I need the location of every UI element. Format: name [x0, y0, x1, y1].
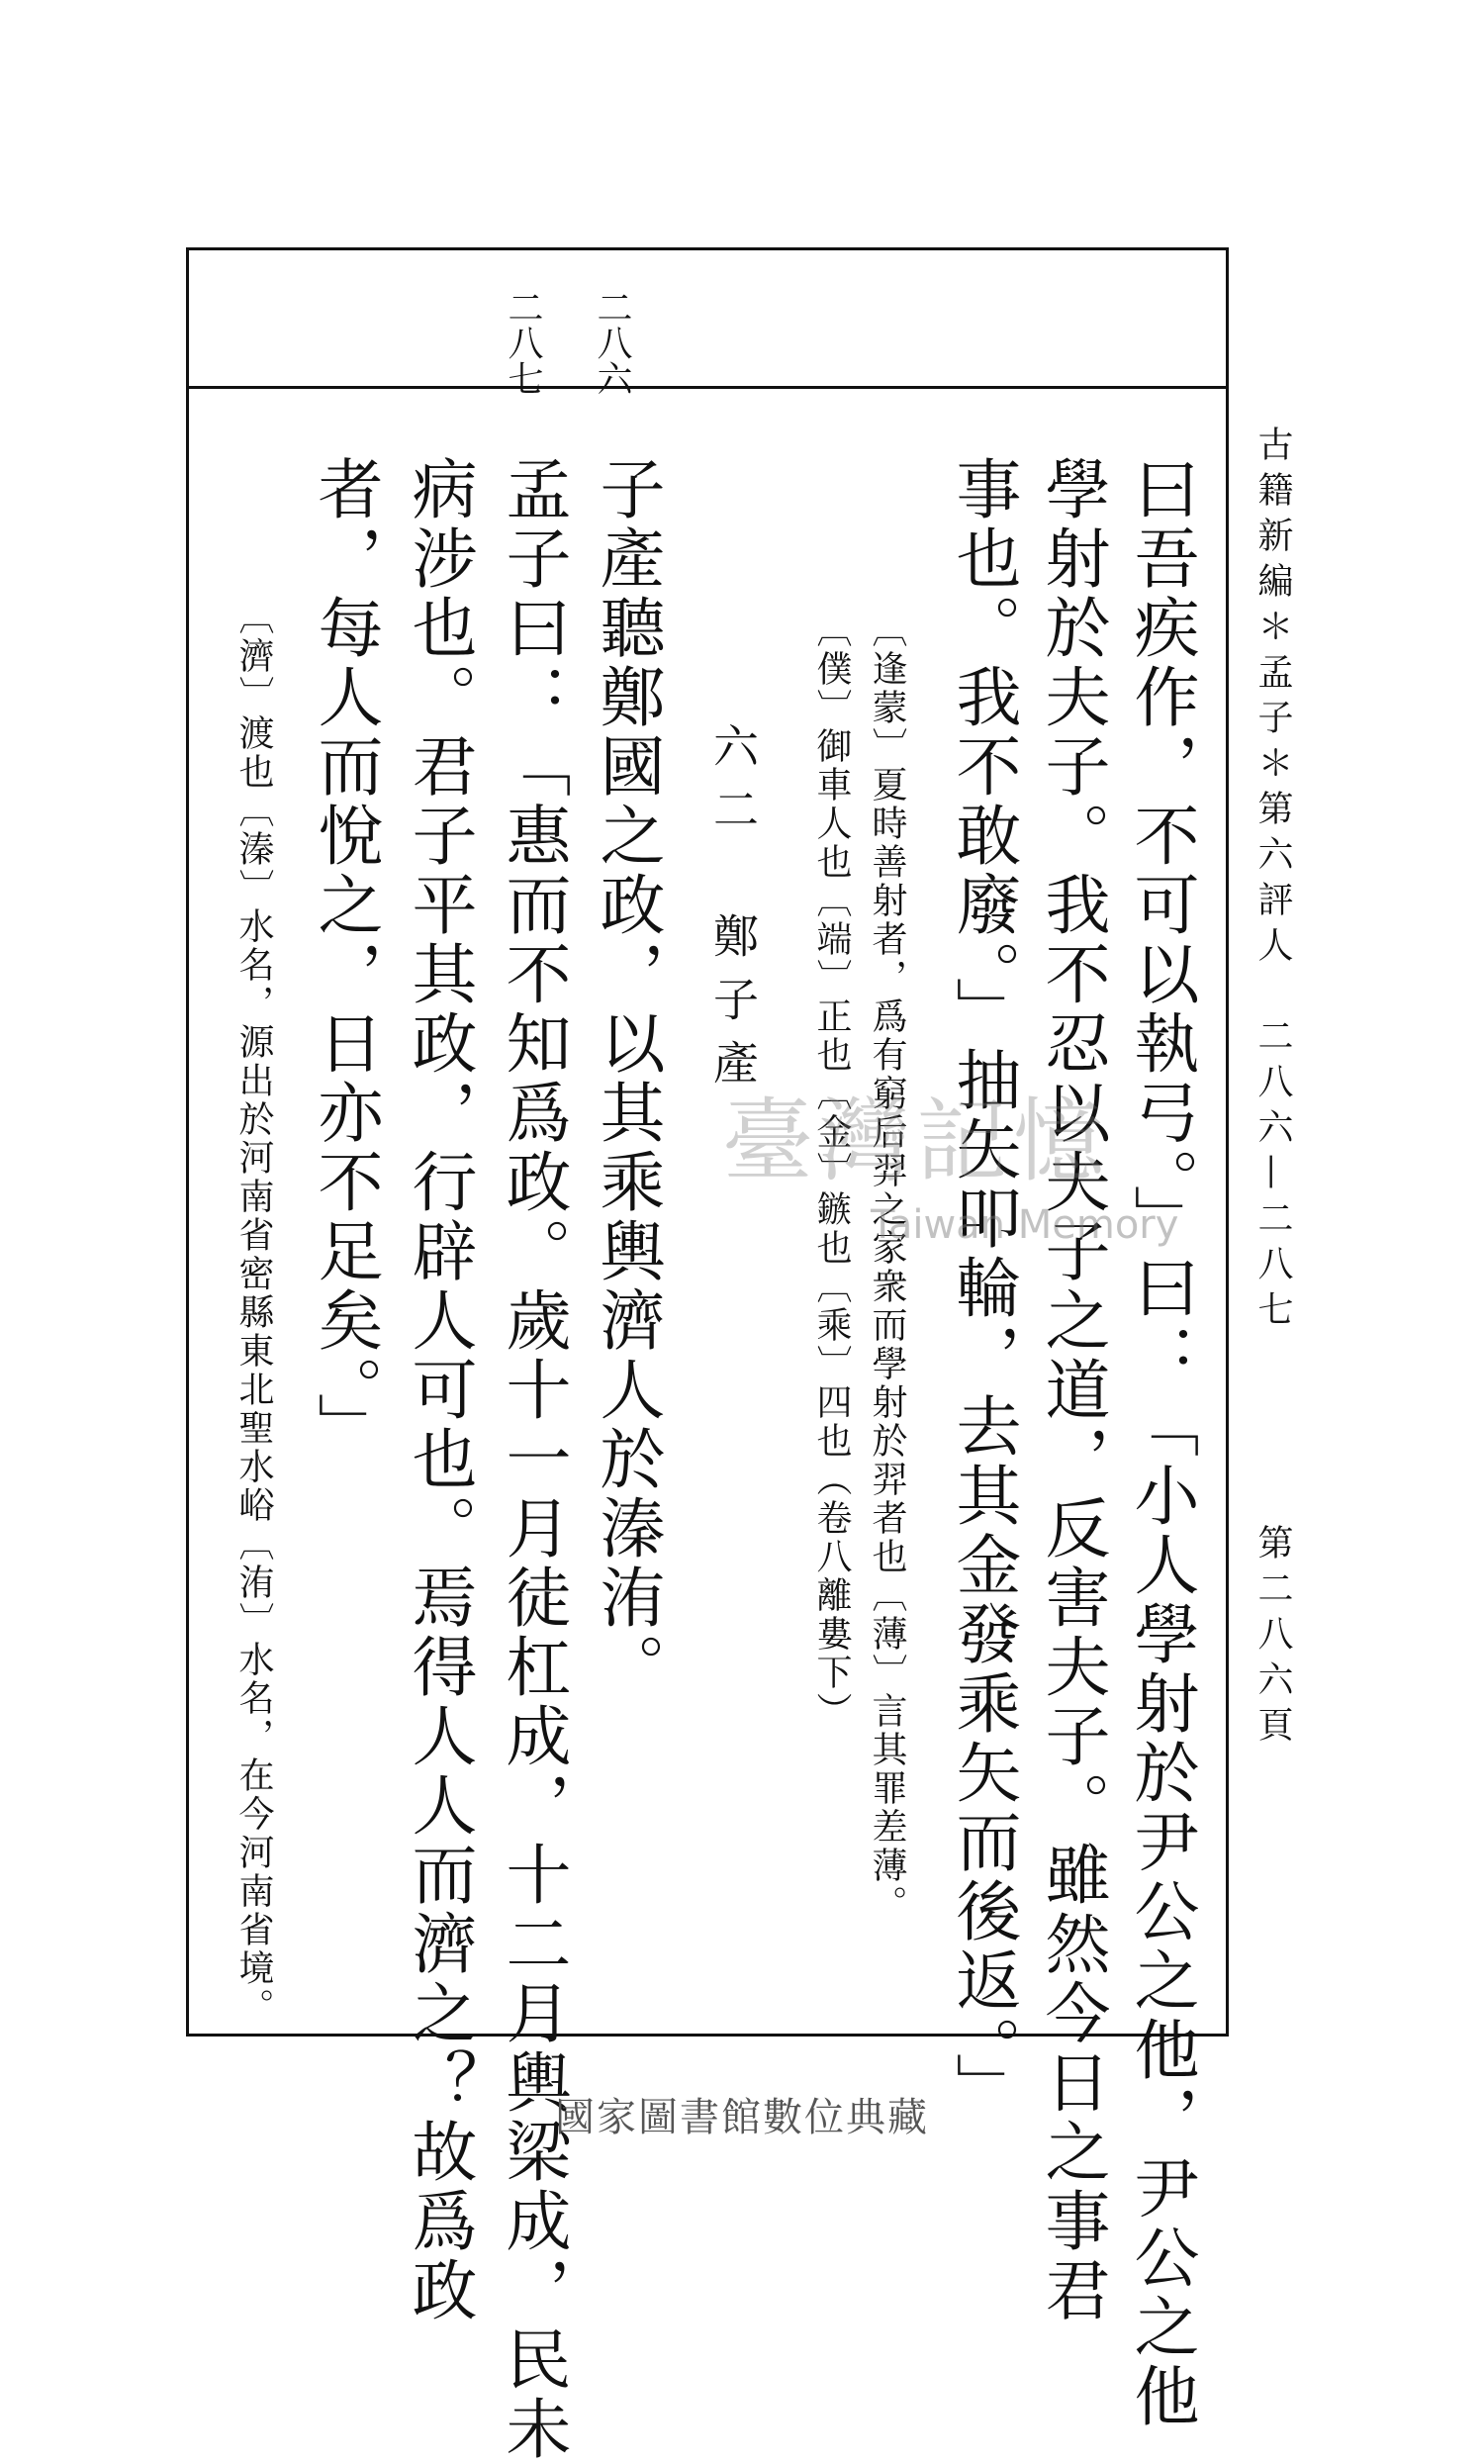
- paragraph-line: 病涉也。君子平其政，行辟人可也。焉得人人而濟之？故爲政: [401, 455, 477, 2325]
- watermark-logo: 臺灣記憶: [722, 1089, 1111, 1194]
- header-page-number-right: 二八七: [503, 289, 543, 396]
- annotation-line: 〔逢蒙〕夏時善射者，爲有窮后羿之家衆而學射於羿者也〔薄〕言其罪差薄。: [867, 612, 907, 1924]
- header-rule: [186, 386, 1229, 389]
- paragraph-line: 曰吾疾作，不可以執弓。」曰：「小人學射於尹公之他，尹公之他: [1123, 455, 1199, 2431]
- section-title: 六二 鄭子產: [706, 722, 760, 1102]
- paragraph-line: 子產聽鄭國之政，以其乘輿濟人於溱洧。: [589, 455, 665, 1702]
- footer-source: 國家圖書館數位典藏: [555, 2095, 929, 2140]
- paragraph-line: 事也。我不敢廢。」抽矢叩輪，去其金發乘矢而後返。」: [945, 455, 1021, 2122]
- annotation-line: 〔僕〕御車人也〔端〕正也〔金〕鏃也〔乘〕四也（卷八離婁下）: [811, 612, 852, 1731]
- paragraph-line: 孟子曰：「惠而不知爲政。歲十一月徒杠成，十二月輿梁成，民未: [495, 455, 571, 2464]
- side-page-label: 第二八六頁: [1252, 1524, 1293, 1752]
- paragraph-line: 者，每人而悅之，日亦不足矣。」: [307, 455, 383, 1462]
- paragraph-line: 學射於夫子。我不忍以夫子之道，反害夫子。雖然今日之事君: [1034, 455, 1110, 2325]
- header-page-number-left: 二八六: [592, 289, 632, 396]
- side-title: 古籍新編＊孟子＊第六評人 二八六—二八七: [1252, 426, 1293, 1336]
- annotation-line: 〔濟〕渡也〔溱〕水名，源出於河南省密縣東北聖水峪〔洧〕水名，在今河南省境。: [233, 599, 274, 2027]
- watermark-english: Taiwan Memory: [871, 1202, 1179, 1248]
